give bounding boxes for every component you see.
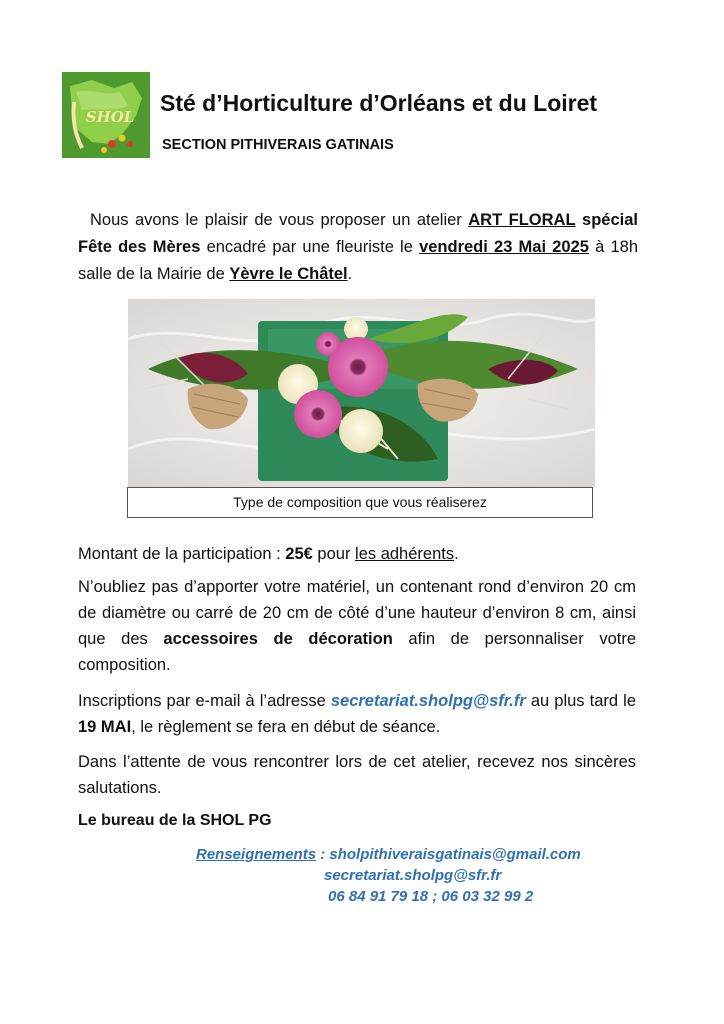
special-text: spécial Fête des Mères (78, 211, 638, 256)
materials-paragraph: N’oubliez pas d’apporter votre matériel, un contenant rond d’environ 20 cm de diamètre ou carré de 20 cm de côté d’une hauteur d’environ 8 cm, ainsi que des accessoires de décoration afin de personnaliser votre composition. (78, 578, 637, 674)
contact-email-sfr[interactable]: secretariat.sholpg@sfr.fr (324, 867, 502, 884)
signature: Le bureau de la SHOL PG (78, 812, 272, 829)
contact-line-1: Renseignements : sholpithiveraisgatinais@gmail.com (196, 846, 581, 863)
contact-email-gmail[interactable]: sholpithiveraisgatinais@gmail.com (329, 846, 581, 863)
art-floral-text: ART FLORAL (468, 211, 576, 229)
price: 25€ (285, 545, 313, 563)
intro-paragraph: Nous avons le plaisir de vous proposer un atelier ART FLORAL spécial Fête des Mères encadré par une fleuriste le vendredi 23 Mai 2025 à 18h salle de la Mairie de Yèvre le Châtel. (78, 211, 638, 283)
event-place: Yèvre le Châtel (229, 265, 348, 283)
floral-composition-photo (128, 299, 595, 487)
inscription-email-link[interactable]: secretariat.sholpg@sfr.fr (330, 692, 526, 710)
shol-logo (62, 72, 150, 158)
contact-phones: 06 84 91 79 18 ; 06 03 32 99 2 (328, 888, 534, 905)
contact-label: Renseignements (196, 846, 317, 863)
society-title: Sté d’Horticulture d’Orléans et du Loiret (160, 90, 598, 116)
participation-paragraph: Montant de la participation : 25€ pour les adhérents. (78, 545, 459, 563)
logo-text: SHOL (85, 108, 135, 126)
event-date: vendredi 23 Mai 2025 (419, 238, 589, 256)
photo-caption: Type de composition que vous réaliserez (127, 487, 593, 518)
closing-paragraph: Dans l’attente de vous rencontrer lors de cet atelier, recevez nos sincères salutations. (78, 753, 636, 797)
members-text: les adhérents (355, 545, 455, 563)
accessories-text: accessoires de décoration (163, 630, 393, 648)
deadline: 19 MAI (78, 718, 132, 736)
inscriptions-paragraph: Inscriptions par e-mail à l’adresse secretariat.sholpg@sfr.fr au plus tard le 19 MAI, le règlement se fera en début de séance. (78, 692, 636, 736)
section-subtitle: SECTION PITHIVERAIS GATINAIS (162, 137, 394, 153)
